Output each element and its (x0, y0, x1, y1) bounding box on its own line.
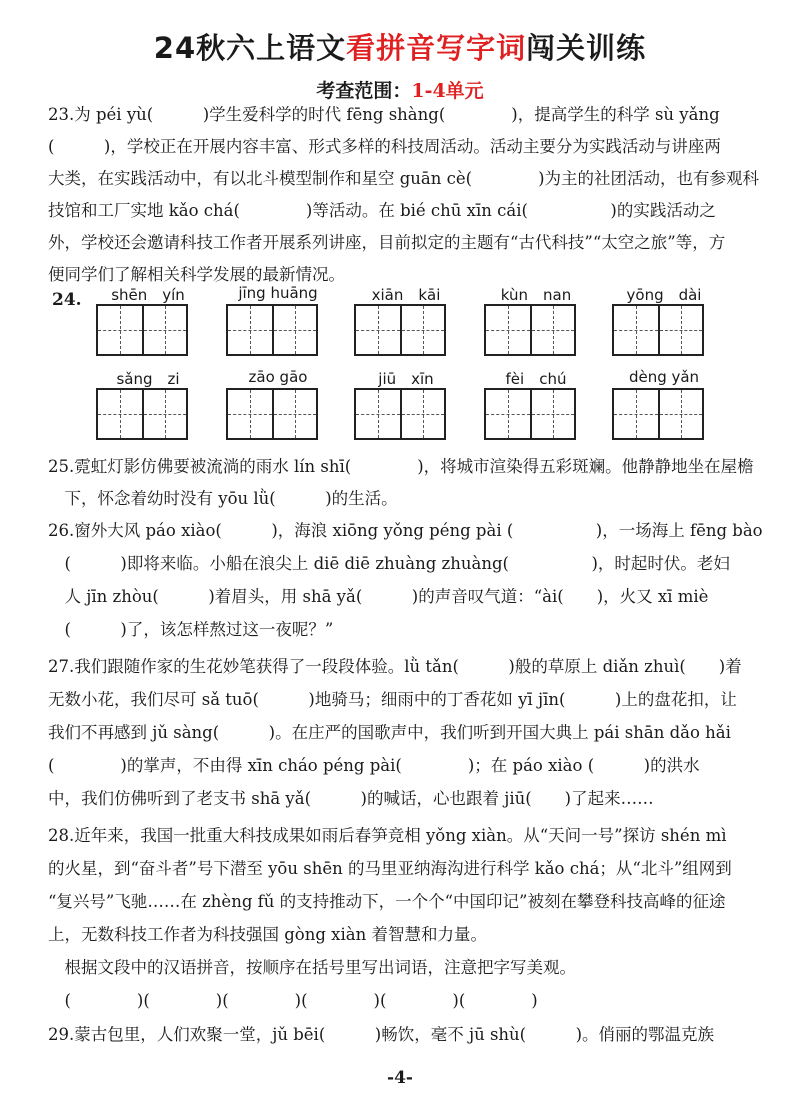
q24-pinyin: sǎng zi (116, 370, 180, 388)
q29-line-1: 29.蒙古包里，人们欢聚一堂，jǔ bēi( )畅饮，毫不 jū shù( )。俏丽的鄂温克族 (48, 1025, 715, 1044)
q24-pinyin: shēn yín (111, 286, 185, 304)
q24-pinyin: jiū xīn (378, 370, 434, 388)
writing-cell[interactable] (228, 306, 272, 354)
q23-line-2: ( )，学校正在开展内容丰富、形式多样的科技周活动。活动主要分为实践活动与讲座两 (48, 137, 721, 156)
q28-answer-brackets[interactable]: ( )( )( )( )( )( ) (48, 991, 538, 1010)
writing-cell[interactable] (142, 390, 186, 438)
q27-line-2: 无数小花，我们尽可 sǎ tuō( )地骑马；细雨中的丁香花如 yī jīn( )上的盘花扣，让 (48, 690, 737, 709)
q24-pinyin: xiān kāi (371, 286, 441, 304)
q25-line-2: 下，怀念着幼时没有 yōu lǜ( )的生活。 (48, 489, 398, 508)
writing-cell[interactable] (530, 390, 574, 438)
q23-line-1: 23.为 péi yù( )学生爱科学的时代 fēng shàng( )，提高学生的科学 sù yǎng (48, 105, 720, 124)
q24-number: 24. (52, 290, 82, 310)
writing-cell[interactable] (486, 390, 530, 438)
writing-cell[interactable] (530, 306, 574, 354)
writing-cell[interactable] (228, 390, 272, 438)
q28-line-3: “复兴号”飞驰……在 zhèng fǔ 的支持推动下，一个个“中国印记”被刻在攀登科技高峰的征途 (48, 892, 726, 911)
q26-line-2: ( )即将来临。小船在浪尖上 diē diē zhuàng zhuàng( )，时起时伏。老妇 (48, 554, 730, 573)
writing-cell[interactable] (400, 306, 444, 354)
writing-cell[interactable] (356, 306, 400, 354)
q24-writing-box[interactable] (612, 388, 704, 440)
scope-label: 考查范围： (316, 80, 412, 102)
q28-line-4: 上，无数科技工作者为科技强国 gòng xiàn 着智慧和力量。 (48, 925, 487, 944)
q28-instruction: 根据文段中的汉语拼音，按顺序在括号里写出词语，注意把字写美观。 (48, 958, 576, 977)
writing-cell[interactable] (614, 306, 658, 354)
q24-writing-box[interactable] (612, 304, 704, 356)
q26-line-1: 26.窗外大风 páo xiào( )，海浪 xiōng yǒng péng pài ( )，一场海上 fēng bào (48, 521, 763, 540)
q24-writing-box[interactable] (484, 388, 576, 440)
page-number: -4- (387, 1068, 413, 1088)
q24-pinyin: kùn nan (500, 286, 572, 304)
writing-cell[interactable] (98, 390, 142, 438)
q27-line-3: 我们不再感到 jǔ sàng( )。在庄严的国歌声中，我们听到开国大典上 pái shān dǎo hǎi (48, 723, 731, 742)
q24-pinyin: fèi chú (505, 370, 567, 388)
writing-cell[interactable] (614, 390, 658, 438)
q24-pinyin: dèng yǎn (628, 368, 700, 386)
title-part-1: 24秋六上语文 (153, 31, 347, 65)
q23-line-5: 外，学校还会邀请科技工作者开展系列讲座，目前拟定的主题有“古代科技”“太空之旅”等，方 (48, 233, 726, 252)
writing-cell[interactable] (400, 390, 444, 438)
page-title (0, 26, 800, 67)
q27-line-5: 中，我们仿佛听到了老支书 shā yǎ( )的喊话，心也跟着 jiū( )了起来…… (48, 789, 654, 808)
writing-cell[interactable] (142, 306, 186, 354)
q23-line-4: 技馆和工厂实地 kǎo chá( )等活动。在 bié chū xīn cái( )的实践活动之 (48, 201, 716, 220)
writing-cell[interactable] (356, 390, 400, 438)
scope-value: 1-4单元 (411, 80, 484, 102)
q24-pinyin: zāo gāo (248, 368, 308, 386)
exam-scope (0, 76, 800, 103)
writing-cell[interactable] (658, 390, 702, 438)
q27-line-4: ( )的掌声，不由得 xīn cháo péng pài( )；在 páo xiào ( )的洪水 (48, 756, 700, 775)
q28-line-1: 28.近年来，我国一批重大科技成果如雨后春笋竞相 yǒng xiàn。从“天问一号”探访 shén mì (48, 826, 727, 845)
q24-writing-box[interactable] (96, 304, 188, 356)
q24-pinyin: jīng huāng (238, 284, 318, 302)
writing-cell[interactable] (98, 306, 142, 354)
q28-line-2: 的火星，到“奋斗者”号下潜至 yōu shēn 的马里亚纳海沟进行科学 kǎo chá；从“北斗”组网到 (48, 859, 732, 878)
writing-cell[interactable] (486, 306, 530, 354)
q26-line-4: ( )了，该怎样熬过这一夜呢？” (48, 620, 334, 639)
q24-writing-box[interactable] (354, 304, 446, 356)
q24-writing-box[interactable] (354, 388, 446, 440)
q24-writing-box[interactable] (226, 304, 318, 356)
q23-line-3: 大类，在实践活动中，有以北斗模型制作和星空 guān cè( )为主的社团活动，也有参观科 (48, 169, 760, 188)
q26-line-3: 人 jīn zhòu( )着眉头，用 shā yǎ( )的声音叹气道：“ài( )，火又 xī miè (48, 587, 709, 606)
q24-writing-box[interactable] (96, 388, 188, 440)
writing-cell[interactable] (272, 306, 316, 354)
q23-line-6: 便同学们了解相关科学发展的最新情况。 (48, 265, 345, 284)
title-part-2: 看拼音写字词 (346, 31, 527, 65)
q24-writing-box[interactable] (226, 388, 318, 440)
q27-line-1: 27.我们跟随作家的生花妙笔获得了一段段体验。lǜ tǎn( )般的草原上 diǎn zhuì( )着 (48, 657, 742, 676)
title-part-3: 闯关训练 (526, 31, 647, 65)
writing-cell[interactable] (658, 306, 702, 354)
q24-writing-box[interactable] (484, 304, 576, 356)
q25-line-1: 25.霓虹灯影仿佛要被流淌的雨水 lín shī( )，将城市渲染得五彩斑斓。他静静地坐在屋檐 (48, 457, 754, 476)
writing-cell[interactable] (272, 390, 316, 438)
q24-pinyin: yōng dài (626, 286, 702, 304)
